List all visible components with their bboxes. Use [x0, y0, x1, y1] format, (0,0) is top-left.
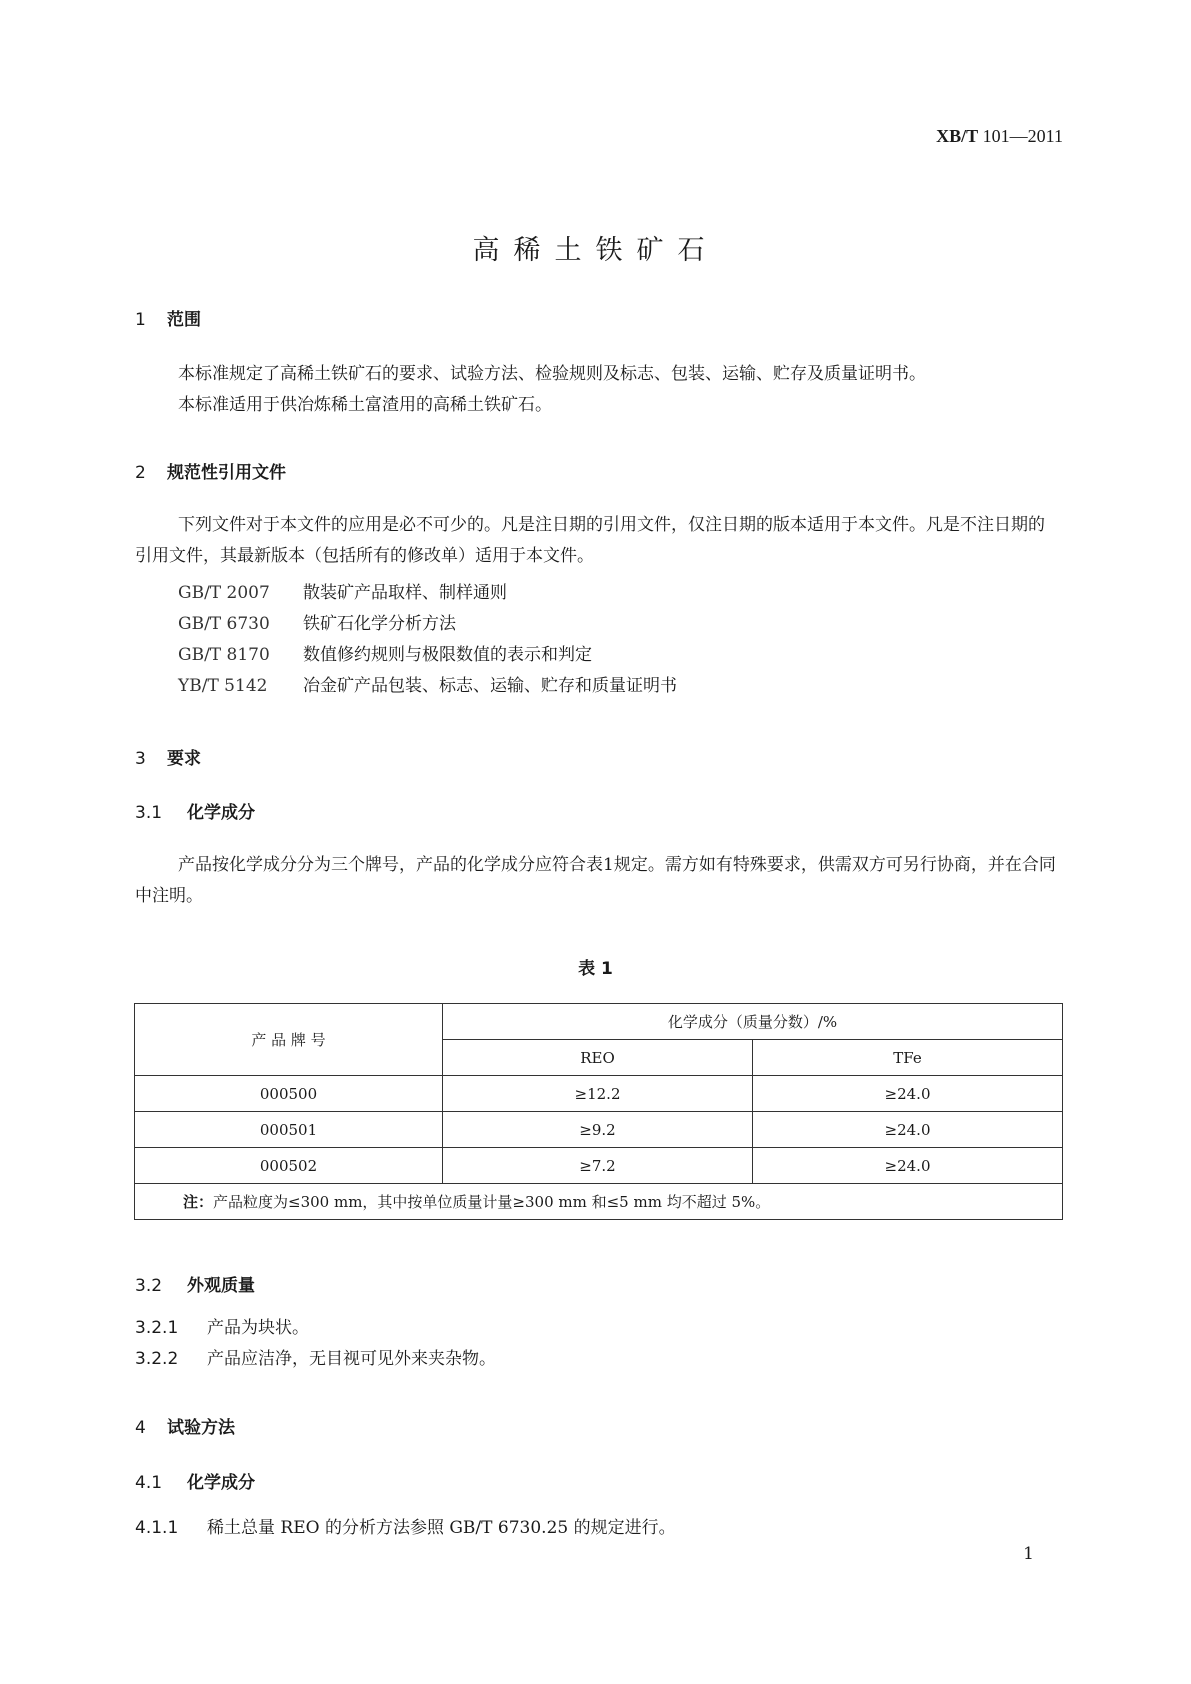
section-number: 1: [135, 310, 146, 330]
section-title: 规范性引用文件: [167, 463, 286, 483]
clause-text: 产品应洁净，无目视可见外来夹杂物。: [207, 1349, 496, 1369]
standard-code: [936, 126, 1063, 147]
clause-item: [135, 1344, 496, 1369]
section-number: 3.1: [135, 803, 163, 823]
table-note-row: [135, 1184, 1063, 1220]
section-title: 化学成分: [187, 1473, 255, 1493]
section-title: 试验方法: [167, 1418, 235, 1438]
clause-number: 3.2.1: [135, 1318, 179, 1338]
table-note: [135, 1184, 1063, 1220]
document-title: 高稀土铁矿石: [472, 235, 719, 266]
reference-code: YB/T 5142: [178, 676, 268, 696]
standard-number: 101—2011: [982, 126, 1063, 146]
note-text: 产品粒度为≤300 mm，其中按单位质量计量≥300 mm 和≤5 mm 均不超过 5%。: [213, 1193, 771, 1211]
cell-tfe: ≥24.0: [753, 1112, 1063, 1148]
references-intro: 下列文件对于本文件的应用是必不可少的。凡是注日期的引用文件，仅注日期的版本适用于本文件。凡是不注日期的引用文件，其最新版本（包括所有的修改单）适用于本文件。: [135, 515, 1045, 566]
table-row: [135, 1148, 1063, 1184]
note-label: 注：: [183, 1193, 214, 1211]
page-number: 1: [1023, 1544, 1034, 1564]
clause-number: 3.2.2: [135, 1349, 179, 1369]
reference-title: 数值修约规则与极限数值的表示和判定: [303, 645, 592, 665]
reference-code: GB/T 6730: [178, 614, 270, 634]
section-title: 范围: [167, 310, 201, 330]
header-chemical: 化学成分（质量分数）/%: [443, 1004, 1063, 1040]
section-3-1-heading: [135, 798, 255, 823]
reference-code: GB/T 8170: [178, 645, 270, 665]
standard-prefix: XB/T: [936, 126, 979, 146]
section-number: 2: [135, 463, 146, 483]
clause-text: 稀土总量 REO 的分析方法参照 GB/T 6730.25 的规定进行。: [207, 1518, 676, 1538]
cell-reo: ≥9.2: [443, 1112, 753, 1148]
section-3-2-heading: [135, 1271, 255, 1296]
reference-title: 散装矿产品取样、制样通则: [303, 583, 507, 603]
reference-title: 铁矿石化学分析方法: [303, 614, 456, 634]
clause-number: 4.1.1: [135, 1518, 179, 1538]
header-tfe: TFe: [753, 1040, 1063, 1076]
section-number: 3: [135, 749, 146, 769]
section-title: 外观质量: [187, 1276, 255, 1296]
reference-item: [178, 609, 456, 634]
composition-table: [134, 1003, 1063, 1220]
cell-grade: 000500: [135, 1076, 443, 1112]
chemical-composition-paragraph: 产品按化学成分分为三个牌号，产品的化学成分应符合表1规定。需方如有特殊要求，供需双方可另行协商，并在合同中注明。: [135, 855, 1056, 906]
section-4-heading: [135, 1413, 235, 1438]
clause-item: [135, 1313, 309, 1338]
header-grade: 产 品 牌 号: [135, 1004, 443, 1076]
table-row: [135, 1076, 1063, 1112]
reference-item: [178, 578, 507, 603]
section-4-1-heading: [135, 1468, 255, 1493]
cell-grade: 000501: [135, 1112, 443, 1148]
section-number: 4: [135, 1418, 146, 1438]
clause-text: 产品为块状。: [207, 1318, 309, 1338]
cell-grade: 000502: [135, 1148, 443, 1184]
table-header-row: [135, 1004, 1063, 1040]
scope-paragraph-1: 本标准规定了高稀土铁矿石的要求、试验方法、检验规则及标志、包装、运输、贮存及质量证明书。: [178, 364, 926, 384]
section-title: 要求: [167, 749, 201, 769]
section-3-heading: [135, 744, 201, 769]
section-title: 化学成分: [187, 803, 255, 823]
reference-title: 冶金矿产品包装、标志、运输、贮存和质量证明书: [303, 676, 677, 696]
cell-tfe: ≥24.0: [753, 1148, 1063, 1184]
cell-tfe: ≥24.0: [753, 1076, 1063, 1112]
section-2-heading: [135, 458, 286, 483]
reference-code: GB/T 2007: [178, 583, 270, 603]
table-row: [135, 1112, 1063, 1148]
scope-paragraph-2: 本标准适用于供冶炼稀土富渣用的高稀土铁矿石。: [178, 395, 552, 415]
header-reo: REO: [443, 1040, 753, 1076]
reference-item: [178, 671, 677, 696]
table-caption: 表 1: [578, 959, 613, 979]
clause-item: [135, 1513, 676, 1538]
cell-reo: ≥12.2: [443, 1076, 753, 1112]
section-1-heading: [135, 305, 201, 330]
section-number: 3.2: [135, 1276, 163, 1296]
reference-item: [178, 640, 592, 665]
section-number: 4.1: [135, 1473, 163, 1493]
cell-reo: ≥7.2: [443, 1148, 753, 1184]
